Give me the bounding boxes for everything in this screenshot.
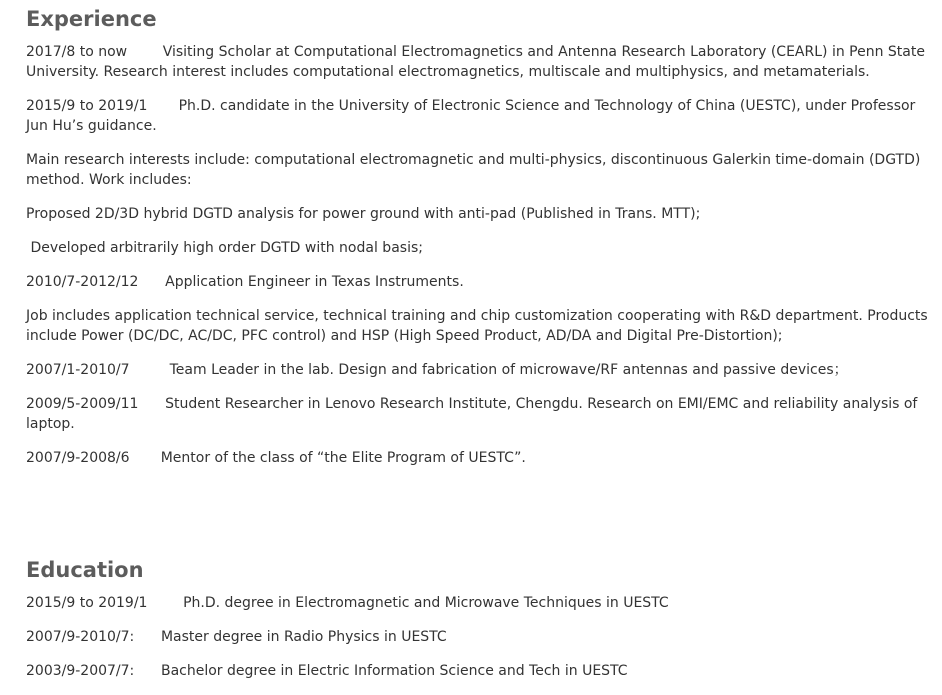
experience-section xyxy=(26,6,932,468)
education-heading: Education xyxy=(26,558,144,582)
experience-item: 2015/9 to 2019/1 Ph.D. candidate in the University of Electronic Science and Technology of China (UESTC), under Professor Jun Hu’s guidance. xyxy=(26,98,920,134)
experience-item: 2007/9-2008/6 Mentor of the class of “the Elite Program of UESTC”. xyxy=(26,450,526,466)
experience-item: 2010/7-2012/12 Application Engineer in Texas Instruments. xyxy=(26,274,464,290)
education-item: 2007/9-2010/7: Master degree in Radio Physics in UESTC xyxy=(26,629,447,645)
education-item: 2015/9 to 2019/1 Ph.D. degree in Electromagnetic and Microwave Techniques in UESTC xyxy=(26,595,669,611)
experience-item: Proposed 2D/3D hybrid DGTD analysis for power ground with anti-pad (Published in Trans. MTT); xyxy=(26,206,701,222)
section-spacer xyxy=(26,482,932,557)
experience-item: Developed arbitrarily high order DGTD with nodal basis; xyxy=(26,240,423,256)
experience-item: 2007/1-2010/7 Team Leader in the lab. Design and fabrication of microwave/RF antennas and passive devices； xyxy=(26,362,848,378)
experience-item: Main research interests include: computational electromagnetic and multi-physics, discontinuous Galerkin time-domain (DGTD) method. Work includes: xyxy=(26,152,925,188)
experience-item: 2017/8 to now Visiting Scholar at Computational Electromagnetics and Antenna Research Laboratory (CEARL) in Penn State University. Research interest includes computational electromagnetics, multiscale and multiphysics, and metamaterials. xyxy=(26,44,930,80)
experience-item: Job includes application technical service, technical training and chip customization cooperating with R&D department. Products include Power (DC/DC, AC/DC, PFC control) and HSP (High Speed Product, AD/DA and Digital Pre-Distortion); xyxy=(26,308,933,344)
experience-heading: Experience xyxy=(26,7,157,31)
cv-page xyxy=(26,6,932,695)
education-item: 2003/9-2007/7: Bachelor degree in Electric Information Science and Tech in UESTC xyxy=(26,663,628,679)
education-section xyxy=(26,557,932,681)
experience-item: 2009/5-2009/11 Student Researcher in Lenovo Research Institute, Chengdu. Research on EMI/EMC and reliability analysis of laptop. xyxy=(26,396,922,432)
